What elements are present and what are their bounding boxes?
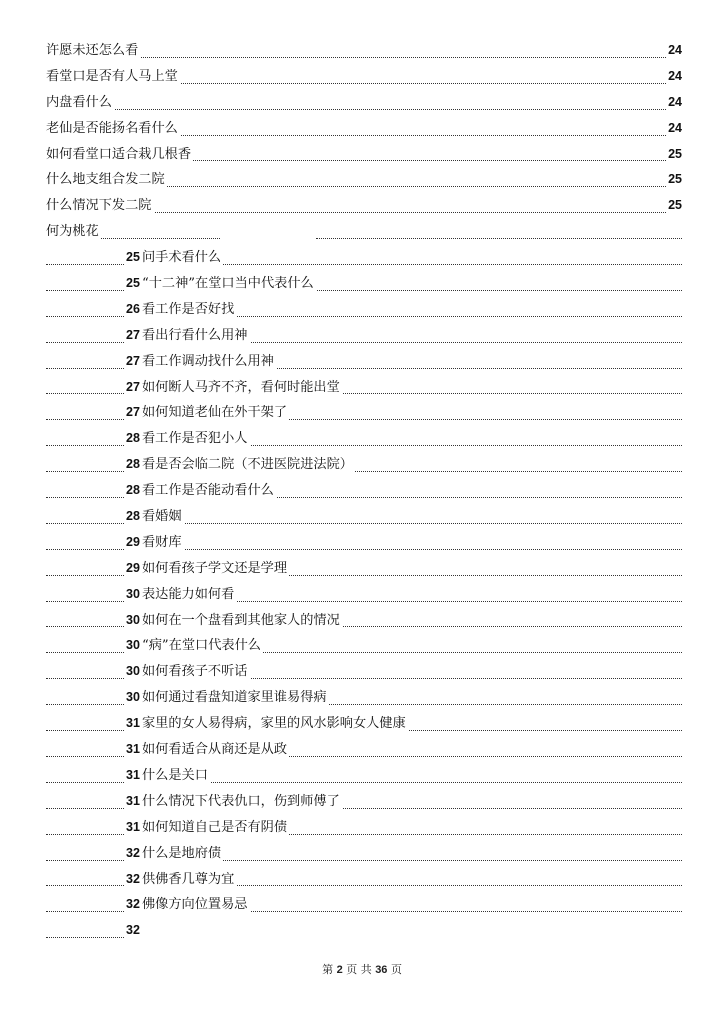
toc-entry[interactable] xyxy=(46,375,682,401)
toc-entry-title: 什么情况下代表仇口，伤到师傅了 xyxy=(142,789,342,815)
dot-leader xyxy=(142,782,682,783)
dot-leader xyxy=(46,678,124,679)
toc-entry-page: 27 xyxy=(126,327,140,342)
toc-entry[interactable] xyxy=(46,90,682,116)
toc-entry[interactable] xyxy=(46,737,682,763)
toc-entry[interactable] xyxy=(46,582,682,608)
toc-entry[interactable] xyxy=(46,789,682,815)
toc-entry-page: 30 xyxy=(126,664,140,679)
toc-entry-page: 25 xyxy=(126,250,140,265)
toc-entry-title: 家里的女人易得病，家里的风水影响女人健康 xyxy=(142,711,408,737)
toc-entry-page: 30 xyxy=(126,586,140,601)
toc-entry[interactable] xyxy=(46,478,682,504)
toc-entry[interactable] xyxy=(46,867,682,893)
toc-entry-page: 27 xyxy=(126,379,140,394)
toc-entry[interactable] xyxy=(46,556,682,582)
toc-entry-title: 如何看堂口适合栽几根香 xyxy=(46,142,193,168)
dot-leader xyxy=(46,782,124,783)
toc-entry-page: 28 xyxy=(126,483,140,498)
toc-entry-page: 32 xyxy=(126,845,140,860)
toc-entry-page: 31 xyxy=(126,716,140,731)
dot-leader xyxy=(46,57,682,58)
dot-leader xyxy=(142,549,682,550)
footer-current-page: 2 xyxy=(336,964,343,976)
toc-entry-title: 如何看孩子学文还是学理 xyxy=(142,556,289,582)
toc-entry[interactable] xyxy=(46,245,682,271)
toc-entry-title: 看堂口是否有人马上堂 xyxy=(46,64,180,90)
dot-leader xyxy=(46,445,124,446)
toc-entry-title: 看工作调动找什么用神 xyxy=(142,349,276,375)
toc-entry-title: 看出行看什么用神 xyxy=(142,323,250,349)
dot-leader xyxy=(46,885,124,886)
toc-entry-page: 31 xyxy=(126,767,140,782)
toc-entry-page: 29 xyxy=(126,534,140,549)
toc-entry-title: 老仙是否能扬名看什么 xyxy=(46,116,180,142)
dot-leader xyxy=(46,601,124,602)
toc-entry[interactable] xyxy=(46,659,682,685)
toc-entry-title: 如何看孩子不听话 xyxy=(142,659,250,685)
toc-entry[interactable] xyxy=(46,504,682,530)
toc-entry-title: 如何看适合从商还是从政 xyxy=(142,737,289,763)
dot-leader xyxy=(142,523,682,524)
toc-entry-page: 30 xyxy=(126,638,140,653)
toc-entry-title: 看工作是否好找 xyxy=(142,297,236,323)
dot-leader xyxy=(46,911,124,912)
footer-prefix: 第 xyxy=(322,963,334,976)
dot-leader xyxy=(46,419,124,420)
footer-suffix: 页 xyxy=(390,963,402,976)
dot-leader xyxy=(46,756,124,757)
toc-entry-page: 24 xyxy=(666,64,682,90)
toc-entry-title: 如何知道自己是否有阴债 xyxy=(142,815,289,841)
toc-entry-page: 29 xyxy=(126,560,140,575)
toc-entry[interactable] xyxy=(46,892,682,918)
toc-entry-page: 27 xyxy=(126,405,140,420)
dot-leader xyxy=(92,238,220,239)
toc-entry-page: 28 xyxy=(126,431,140,446)
toc-entry[interactable] xyxy=(46,763,682,789)
toc-entry[interactable] xyxy=(46,116,682,142)
dot-leader xyxy=(46,264,124,265)
toc-entry-title: 如何在一个盘看到其他家人的情况 xyxy=(142,608,342,634)
toc-entry-page: 25 xyxy=(666,167,682,193)
toc-entry-title: 如何断人马齐不齐，看何时能出堂 xyxy=(142,375,342,401)
toc-entry[interactable] xyxy=(46,167,682,193)
toc-entry-title: “病”在堂口代表什么 xyxy=(142,633,263,659)
dot-leader xyxy=(46,290,124,291)
toc-entry-title: 看工作是否能动看什么 xyxy=(142,478,276,504)
dot-leader xyxy=(46,860,124,861)
toc-entry-page: 24 xyxy=(666,116,682,142)
toc-entry[interactable] xyxy=(46,271,682,297)
toc-entry-title: 什么情况下发二院 xyxy=(46,193,154,219)
toc-entry-title: 什么是地府债 xyxy=(142,841,223,867)
toc-entry-page: 26 xyxy=(126,301,140,316)
toc-entry-page: 24 xyxy=(666,90,682,116)
dot-leader xyxy=(46,626,124,627)
toc-entry[interactable] xyxy=(46,38,682,64)
toc-entry[interactable] xyxy=(46,219,682,245)
toc-entry-page: 28 xyxy=(126,509,140,524)
toc-entry-page: 25 xyxy=(126,276,140,291)
dot-leader xyxy=(46,808,124,809)
dot-leader xyxy=(46,549,124,550)
toc-entry-page: 31 xyxy=(126,819,140,834)
toc-entry-title: 内盘看什么 xyxy=(46,90,114,116)
toc-entry[interactable] xyxy=(46,323,682,349)
toc-entry-page: 32 xyxy=(126,923,140,938)
footer-total-pages: 36 xyxy=(375,964,388,976)
toc-entry[interactable] xyxy=(46,711,682,737)
toc-entry-title: 看财库 xyxy=(142,530,184,556)
dot-leader xyxy=(46,393,124,394)
dot-leader xyxy=(46,652,124,653)
toc-entry-page: 27 xyxy=(126,353,140,368)
toc-entry-title: 佛像方向位置易忌 xyxy=(142,892,250,918)
toc-entry-page: 31 xyxy=(126,742,140,757)
dot-leader xyxy=(316,238,682,239)
toc-entry-title: 看是否会临二院（不进医院进法院） xyxy=(142,452,355,478)
toc-entry-title: 什么地支组合发二院 xyxy=(46,167,167,193)
toc-entry[interactable] xyxy=(46,918,682,944)
toc-entry[interactable] xyxy=(46,64,682,90)
toc-entry-page: 30 xyxy=(126,612,140,627)
toc-entry-title: “十二神”在堂口当中代表什么 xyxy=(142,271,316,297)
toc-entry-page: 25 xyxy=(666,193,682,219)
dot-leader xyxy=(46,730,124,731)
toc-entry-page: 31 xyxy=(126,793,140,808)
toc-entry-title: 如何通过看盘知道家里谁易得病 xyxy=(142,685,329,711)
footer-total-word: 共 xyxy=(360,963,372,976)
dot-leader xyxy=(46,523,124,524)
toc-entry[interactable] xyxy=(46,685,682,711)
toc-entry-title: 问手术看什么 xyxy=(142,245,223,271)
toc-entry[interactable] xyxy=(46,841,682,867)
toc-entry-title: 供佛香几尊为宜 xyxy=(142,867,236,893)
dot-leader xyxy=(46,109,682,110)
dot-leader xyxy=(46,368,124,369)
toc-entry-title: 何为桃花 xyxy=(46,219,101,245)
table-of-contents xyxy=(46,38,682,944)
toc-entry-title: 看婚姻 xyxy=(142,504,184,530)
toc-entry[interactable] xyxy=(46,426,682,452)
toc-entry[interactable] xyxy=(46,349,682,375)
dot-leader xyxy=(46,471,124,472)
toc-entry-title: 什么是关口 xyxy=(142,763,210,789)
dot-leader xyxy=(46,937,124,938)
toc-entry-page: 32 xyxy=(126,871,140,886)
toc-entry[interactable] xyxy=(46,815,682,841)
dot-leader xyxy=(46,704,124,705)
toc-entry-page: 30 xyxy=(126,690,140,705)
dot-leader xyxy=(46,497,124,498)
toc-entry[interactable] xyxy=(46,452,682,478)
toc-entry[interactable] xyxy=(46,400,682,426)
dot-leader xyxy=(46,834,124,835)
dot-leader xyxy=(46,575,124,576)
toc-entry-title: 如何知道老仙在外干架了 xyxy=(142,400,289,426)
dot-leader xyxy=(46,316,124,317)
toc-entry[interactable] xyxy=(46,608,682,634)
footer-page-word: 页 xyxy=(346,963,358,976)
toc-entry-page: 28 xyxy=(126,457,140,472)
toc-entry[interactable] xyxy=(46,633,682,659)
toc-entry-page: 25 xyxy=(666,142,682,168)
toc-entry-page: 24 xyxy=(666,38,682,64)
toc-entry[interactable] xyxy=(46,530,682,556)
toc-entry[interactable] xyxy=(46,142,682,168)
toc-entry[interactable] xyxy=(46,193,682,219)
page-footer xyxy=(0,961,724,977)
toc-entry-title: 许愿未还怎么看 xyxy=(46,38,140,64)
dot-leader xyxy=(46,342,124,343)
toc-entry-title: 表达能力如何看 xyxy=(142,582,236,608)
toc-entry-page: 32 xyxy=(126,897,140,912)
toc-entry[interactable] xyxy=(46,297,682,323)
toc-entry-title: 看工作是否犯小人 xyxy=(142,426,250,452)
